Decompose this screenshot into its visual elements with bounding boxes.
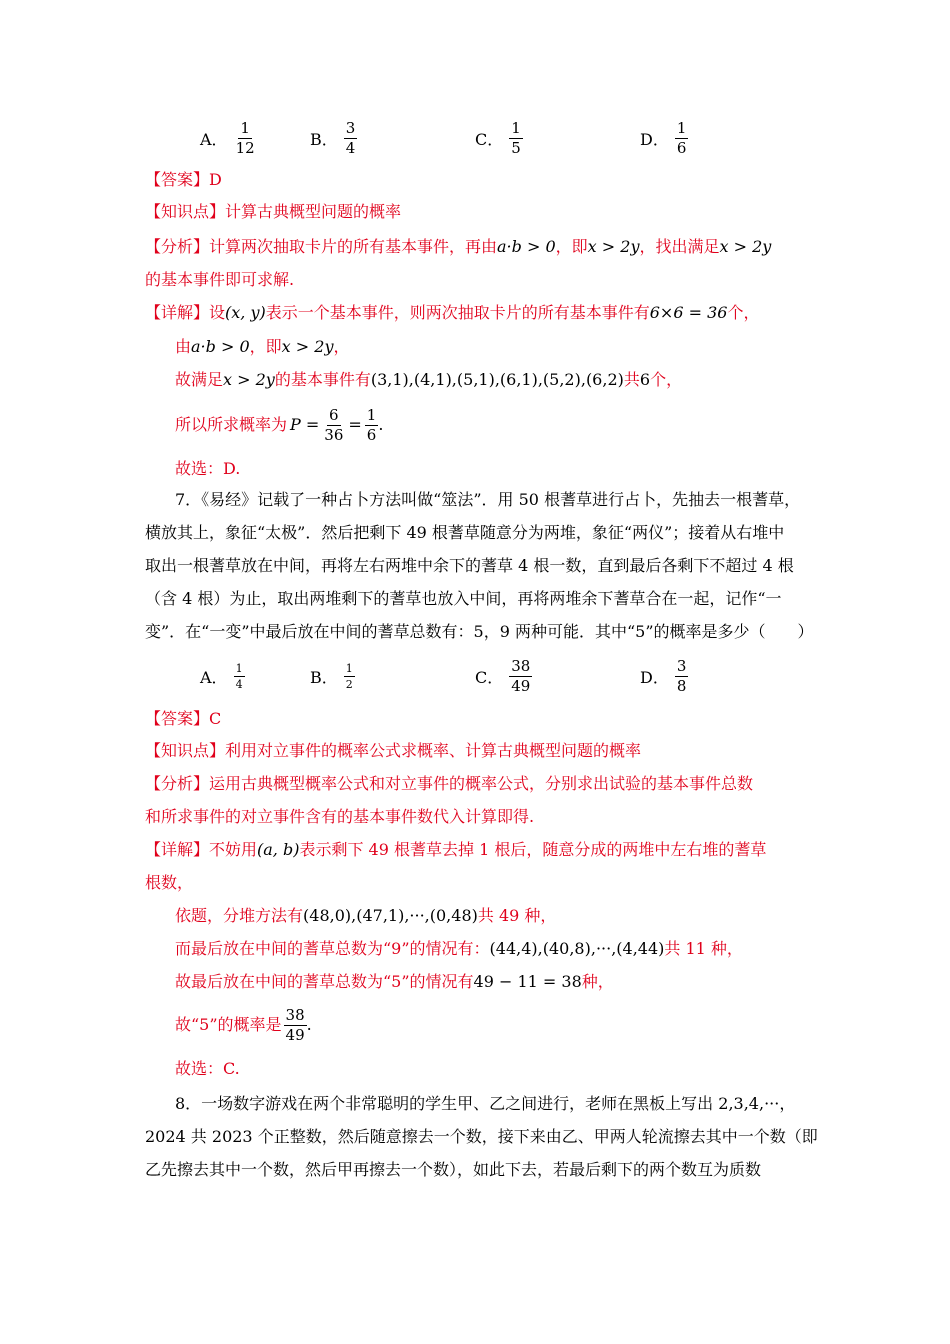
q8-stem-line2: 2024 共 2023 个正整数，然后随意擦去一个数，接下来由乙、甲两人轮流擦去其中一个数（即 (145, 1127, 818, 1146)
fraction: $\frac{1}{2}$ (345, 661, 353, 691)
fraction: $\frac{38}{49}$ (511, 656, 531, 695)
q7-option-d (640, 654, 688, 698)
q7-five-line: 故最后放在中间的蓍草总数为“5”的情况有49 − 11 = 38种， (175, 972, 614, 991)
q6-choose: 故选：D. (175, 459, 241, 478)
q7-nine-line: 而最后放在中间的蓍草总数为“9”的情况有：(44,4),(40,8),···,(4,44)共 11 种， (175, 939, 743, 958)
q8-stem-line1: 8．一场数字游戏在两个非常聪明的学生甲、乙之间进行，老师在黑板上写出 2,3,4,···， (175, 1094, 796, 1113)
q7-stem-line3: 取出一根蓍草放在中间，再将左右两堆中余下的蓍草 4 根一数，直到最后各剩下不超过 4 根 (145, 556, 794, 575)
q7-choose: 故选：C. (175, 1059, 240, 1078)
q6-option-b (310, 116, 357, 160)
fraction: $\frac{1}{4}$ (235, 661, 243, 691)
q6-detail-line1: 【详解】设(x, y)表示一个基本事件，则两次抽取卡片的所有基本事件有6×6 = 36个， (145, 303, 760, 322)
pair-list: (3,1),(4,1),(5,1),(6,1),(5,2),(6,2) (370, 370, 624, 389)
q7-knowledge: 【知识点】利用对立事件的概率公式求概率、计算古典概型问题的概率 (145, 741, 642, 760)
q6-option-a (200, 116, 257, 160)
q6-detail-line3: 故满足x > 2y的基本事件有(3,1),(4,1),(5,1),(6,1),(5,2),(6,2)共6个， (175, 370, 683, 389)
q7-answer: 【答案】C (145, 709, 222, 728)
q6-answer: 【答案】D (145, 170, 222, 189)
q6-detail-line4: 所以所求概率为 P = $\frac{6}{36}$ = $\frac{1}{6}$ . (175, 405, 384, 444)
fraction: $\frac{1}{5}$ (511, 118, 521, 157)
fraction: $\frac{1}{6}$ (366, 405, 377, 444)
pair: (x, y) (225, 303, 266, 322)
q7-detail-line1: 【详解】不妨用(a, b)表示剩下 49 根蓍草去掉 1 根后，随意分成的两堆中左右堆的蓍草 (145, 840, 767, 859)
fraction: $\frac{3}{4}$ (345, 118, 356, 157)
fraction: $\frac{1}{6}$ (676, 118, 687, 157)
q6-analysis-line2: 的基本事件即可求解. (145, 270, 295, 289)
fraction: $\frac{6}{36}$ (324, 405, 344, 444)
inequality: x > 2y (223, 370, 275, 389)
fraction: $\frac{1}{12}$ (235, 118, 255, 157)
pair-list: (48,0),(47,1),···,(0,48) (303, 906, 478, 925)
option-label: B． (310, 129, 338, 149)
q7-analysis-line2: 和所求事件的对立事件含有的基本事件数代入计算即得. (145, 807, 535, 826)
q6-detail-line2: 由a·b > 0，即x > 2y， (175, 337, 350, 356)
q7-prob-line: 故“5”的概率是 $\frac{38}{49}$ . (175, 1005, 312, 1044)
option-label: A． (200, 129, 228, 149)
q7-option-b (310, 654, 355, 698)
option-label: B． (310, 667, 338, 687)
inequality: x > 2y (719, 237, 772, 256)
q8-stem-line3: 乙先擦去其中一个数，然后甲再擦去一个数），如此下去，若最后剩下的两个数互为质数 (145, 1160, 762, 1179)
total-calc: 6×6 = 36 (649, 303, 728, 322)
q7-stem-line5: 变”．在“一变”中最后放在中间的蓍草总数有：5，9 两种可能．其中“5”的概率是多少（ ） (145, 622, 814, 641)
pair: (a, b) (257, 840, 300, 859)
q6-option-c (475, 116, 523, 160)
q6-option-d (640, 116, 688, 160)
pair-list: (44,4),(40,8),···,(4,44) (489, 939, 665, 958)
fraction: $\frac{3}{8}$ (676, 656, 687, 695)
probability-symbol: P = (290, 415, 320, 434)
equals-sign: = (348, 415, 362, 434)
inequality: x > 2y (281, 337, 334, 356)
option-label: A． (200, 667, 228, 687)
q7-stem-line4: （含 4 根）为止，取出两堆剩下的蓍草也放入中间，再将两堆余下蓍草合在一起，记作“一 (145, 589, 782, 608)
calculation: 49 − 11 = 38 (473, 972, 582, 991)
option-label: C． (475, 667, 504, 687)
q6-analysis-line1: 【分析】计算两次抽取卡片的所有基本事件，再由a·b > 0，即x > 2y，找出满足x > 2y (145, 237, 772, 256)
vector-dot-condition: a·b > 0 (191, 337, 250, 356)
vector-dot-condition: a·b > 0 (497, 237, 556, 256)
q6-knowledge: 【知识点】计算古典概型问题的概率 (145, 202, 402, 221)
inequality: x > 2y (587, 237, 640, 256)
q7-stem-line2: 横放其上，象征“太极”．然后把剩下 49 根蓍草随意分为两堆，象征“两仪”；接着从右堆中 (145, 523, 785, 542)
option-label: D． (640, 129, 669, 149)
option-label: C． (475, 129, 504, 149)
fraction: $\frac{38}{49}$ (285, 1005, 305, 1044)
q7-stem-line1: 7．《易经》记载了一种占卜方法叫做“筮法”．用 50 根蓍草进行占卜，先抽去一根蓍草， (175, 490, 801, 509)
q7-detail-line2: 根数， (145, 873, 194, 892)
option-label: D． (640, 667, 669, 687)
q7-split-line: 依题，分堆方法有(48,0),(47,1),···,(0,48)共 49 种， (175, 906, 557, 925)
q7-option-a (200, 654, 245, 698)
q7-analysis-line1: 【分析】运用古典概型概率公式和对立事件的概率公式，分别求出试验的基本事件总数 (145, 774, 754, 793)
q7-option-c (475, 654, 532, 698)
